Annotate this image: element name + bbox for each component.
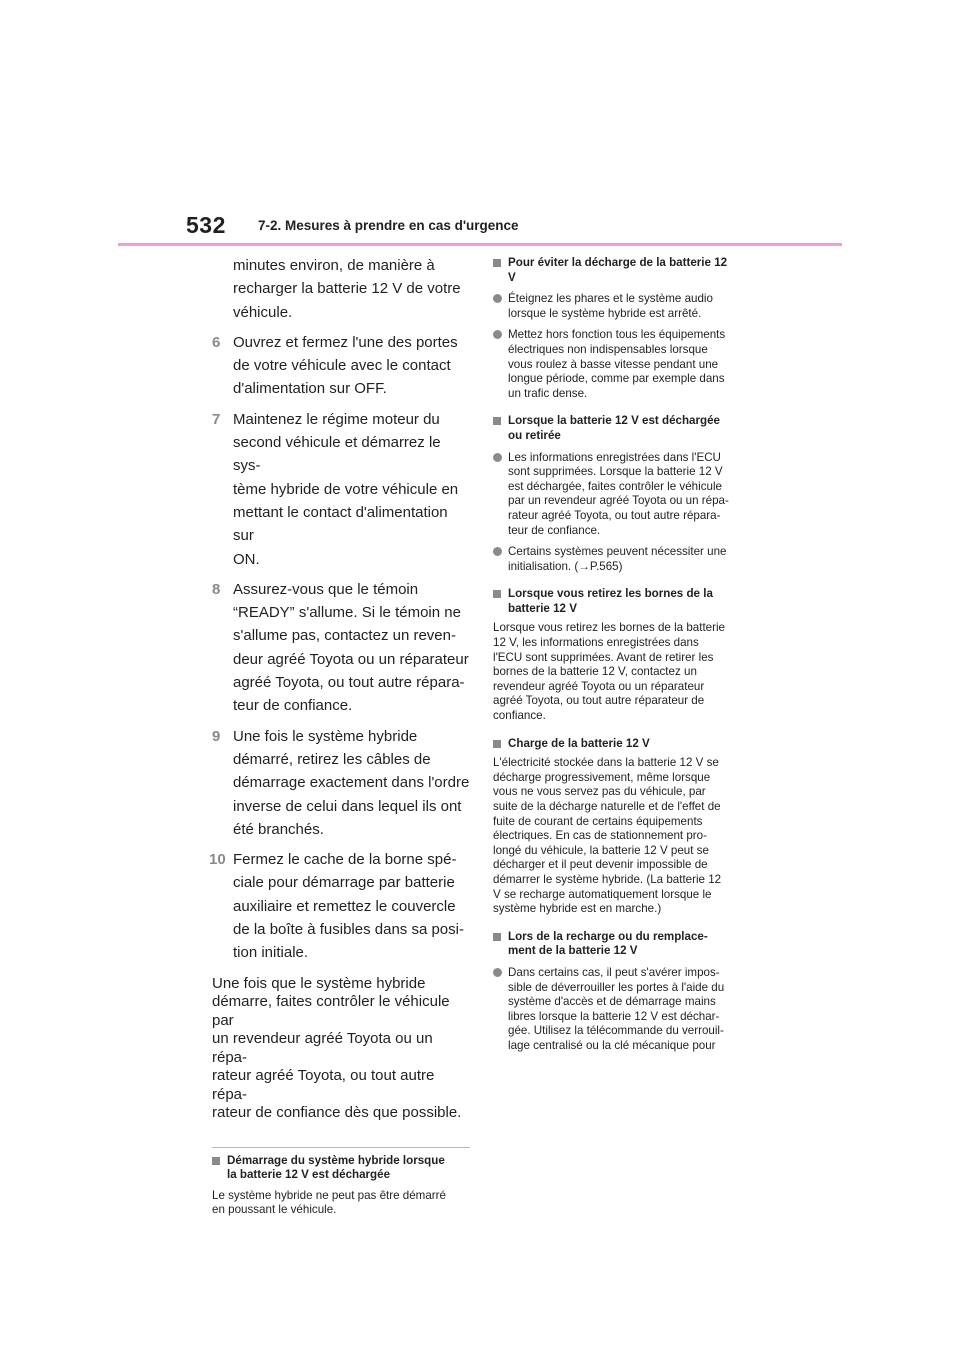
step-number: 10: [209, 851, 226, 869]
text-line: ON.: [233, 550, 260, 568]
text-line: est déchargée, faites contrôler le véhicule: [508, 479, 722, 493]
step-number: 7: [212, 410, 221, 428]
step-text: [233, 848, 470, 964]
bullet-doors-unlock: [493, 966, 761, 1054]
note-heading: [212, 1154, 470, 1183]
text-line: tème hybride de votre véhicule en: [233, 480, 459, 498]
text-line: confiance.: [493, 709, 546, 723]
text-line: démarre, faites contrôler le véhicule par: [212, 993, 450, 1029]
text-line: décharge progressivement, même lorsque: [493, 770, 711, 784]
text-line: Une fois que le système hybride: [212, 974, 426, 992]
text-line: Maintenez le régime moteur du: [233, 410, 440, 428]
step-8: [212, 578, 470, 718]
divider: [212, 1147, 470, 1148]
text-line: démarré, retirez les câbles de: [233, 750, 431, 768]
square-marker-icon: [493, 259, 501, 267]
step-continuation: [212, 254, 470, 324]
text-line: électriques. En cas de stationnement pro-: [493, 829, 707, 843]
text-line: tion initiale.: [233, 944, 309, 962]
heading-battery-charge: [493, 737, 761, 752]
text-line: teur de confiance.: [233, 697, 353, 715]
text-line: démarrage exactement dans l'ordre: [233, 774, 470, 792]
text-line: un revendeur agréé Toyota ou un répa-: [212, 1030, 433, 1066]
text-line: Lorsque vous retirez les bornes de la batterie: [493, 621, 726, 635]
text-line: d'alimentation sur OFF.: [233, 380, 387, 398]
step-number: 6: [212, 333, 221, 351]
text-line: libres lorsque la batterie 12 V est déchar-: [508, 1009, 720, 1023]
text-line: Dans certains cas, il peut s'avérer impos-: [508, 965, 720, 979]
text-line: minutes environ, de manière à: [233, 257, 435, 274]
text-line: bornes de la batterie 12 V, contactez un: [493, 665, 697, 679]
text-line: lage centralisé ou la clé mécanique pour: [508, 1038, 716, 1052]
text-line: la batterie 12 V est déchargée: [227, 1168, 391, 1182]
text-line: V: [508, 270, 516, 284]
text-line: Lorsque vous retirez les bornes de la: [508, 587, 713, 601]
step-number: 8: [212, 580, 221, 598]
text-line: Mettez hors fonction tous les équipements: [508, 328, 726, 342]
text-line: rateur agréé Toyota, ou tout autre répa-: [212, 1067, 435, 1103]
step-text: [233, 331, 470, 401]
text-battery-charge: [493, 756, 761, 917]
text-line: 12 V, les informations enregistrées dans: [493, 636, 699, 650]
text-line: un trafic dense.: [508, 386, 588, 400]
text-line: auxiliaire et remettez le couvercle: [233, 897, 456, 915]
text-line: véhicule.: [233, 303, 293, 321]
text-line: initialisation. (→P.565): [508, 559, 623, 573]
text-line: ou retirée: [508, 428, 561, 442]
bullet-initialisation: [493, 545, 761, 574]
right-column: [493, 250, 761, 1054]
square-marker-icon: [493, 933, 501, 941]
text-line: L'électricité stockée dans la batterie 12 V se: [493, 756, 719, 770]
text-line: Fermez le cache de la borne spé-: [233, 851, 457, 869]
text-remove-terminals: [493, 621, 761, 723]
text-line: inverse de celui dans lequel ils ont: [233, 797, 462, 815]
text-line: système d'accès et de démarrage mains: [508, 995, 716, 1009]
text-line: s'allume pas, contactez un reven-: [233, 627, 456, 645]
bullet-equipment-off: [493, 328, 761, 401]
step-7: [212, 408, 470, 571]
step-number: 9: [212, 727, 221, 745]
page-number: 532: [186, 212, 226, 238]
text-line: en poussant le véhicule.: [212, 1203, 337, 1217]
text-line: mettant le contact d'alimentation sur: [233, 503, 448, 545]
section-title: 7-2. Mesures à prendre en cas d'urgence: [258, 218, 519, 233]
text-line: V se recharge automatiquement lorsque le: [493, 887, 712, 901]
text-line: sible de déverrouiller les portes à l'aide du: [508, 980, 725, 994]
text-line: Démarrage du système hybride lorsque: [227, 1153, 445, 1167]
text-line: Assurez-vous que le témoin: [233, 580, 419, 598]
text-line: Une fois le système hybride: [233, 727, 418, 745]
text-line: “READY” s'allume. Si le témoin ne: [233, 604, 461, 622]
heading-remove-terminals: [493, 587, 761, 616]
text-line: Le système hybride ne peut pas être démarré: [212, 1188, 446, 1202]
text-line: décharger et il peut devenir impossible de: [493, 858, 708, 872]
text-line: sont supprimées. Lorsque la batterie 12 V: [508, 465, 723, 479]
heading-prevent-discharge: [493, 256, 761, 285]
text-line: ment de la batterie 12 V: [508, 944, 638, 958]
text-line: Certains systèmes peuvent nécessiter une: [508, 545, 727, 559]
text-line: l'ECU sont supprimées. Avant de retirer les: [493, 650, 714, 664]
text-line: vous ne vous servez pas du véhicule, par: [493, 785, 706, 799]
step-10: [209, 848, 470, 964]
text-line: fuite de courant de certains équipements: [493, 814, 703, 828]
text-line: longue période, comme par exemple dans: [508, 372, 725, 386]
text-line: recharger la batterie 12 V de votre: [233, 280, 461, 298]
bullet-ecu-data: [493, 451, 761, 539]
step-text: [233, 408, 470, 571]
text-line: système hybride est en marche.): [493, 902, 662, 916]
text-line: par un revendeur agréé Toyota ou un répa-: [508, 494, 729, 508]
text-line: agréé Toyota, ou tout autre répara-: [233, 674, 465, 692]
bullet-dot-icon: [493, 453, 502, 462]
text-line: rateur de confiance dès que possible.: [212, 1104, 462, 1122]
bullet-dot-icon: [493, 294, 502, 303]
closing-paragraph: [212, 975, 470, 1123]
square-marker-icon: [493, 740, 501, 748]
step-6: [212, 331, 470, 401]
text-line: deur agréé Toyota ou un réparateur: [233, 650, 469, 668]
text-line: suite de la décharge naturelle et de l'effet de: [493, 800, 721, 813]
text-line: second véhicule et démarrez le sys-: [233, 434, 441, 475]
text-line: Pour éviter la décharge de la batterie 12: [508, 256, 728, 269]
note-text: [212, 1189, 470, 1218]
bullet-dot-icon: [493, 547, 502, 556]
text-line: teur de confiance.: [508, 523, 601, 537]
left-column: [209, 250, 470, 1218]
step-9: [212, 725, 470, 841]
text-line: Lors de la recharge ou du remplace-: [508, 929, 708, 943]
text-line: gée. Utilisez la télécommande du verrouil-: [508, 1024, 724, 1038]
bullet-dot-icon: [493, 968, 502, 977]
step-text: [233, 578, 470, 718]
header-rule: [118, 243, 842, 246]
text-line: vous roulez à basse vitesse pendant une: [508, 357, 719, 371]
text-line: longé du véhicule, la batterie 12 V peut se: [493, 843, 709, 857]
bullet-lights-off: [493, 292, 761, 321]
text-line: de votre véhicule avec le contact: [233, 357, 451, 375]
square-marker-icon: [493, 590, 501, 598]
text-line: rateur agréé Toyota, ou tout autre répara-: [508, 508, 721, 522]
step-text: [233, 725, 470, 841]
text-line: Lorsque la batterie 12 V est déchargée: [508, 414, 720, 428]
heading-recharge-replace: [493, 930, 761, 959]
bullet-dot-icon: [493, 330, 502, 339]
text-line: revendeur agréé Toyota ou un réparateur: [493, 679, 705, 693]
text-line: de la boîte à fusibles dans sa posi-: [233, 921, 464, 939]
text-line: batterie 12 V: [508, 601, 577, 615]
text-line: été branchés.: [233, 820, 324, 838]
text-line: Les informations enregistrées dans l'ECU: [508, 450, 721, 464]
text-line: lorsque le système hybride est arrêté.: [508, 306, 702, 320]
square-marker-icon: [212, 1157, 220, 1165]
text-line: agréé Toyota, ou tout autre réparateur de: [493, 694, 705, 708]
text-line: Charge de la batterie 12 V: [508, 736, 650, 750]
text-line: ciale pour démarrage par batterie: [233, 874, 455, 892]
heading-battery-discharged: [493, 414, 761, 443]
text-line: Éteignez les phares et le système audio: [508, 292, 713, 306]
text-line: démarrer le système hybride. (La batterie 12: [493, 872, 722, 886]
square-marker-icon: [493, 417, 501, 425]
text-line: Ouvrez et fermez l'une des portes: [233, 333, 458, 351]
text-line: électriques non indispensables lorsque: [508, 342, 708, 356]
